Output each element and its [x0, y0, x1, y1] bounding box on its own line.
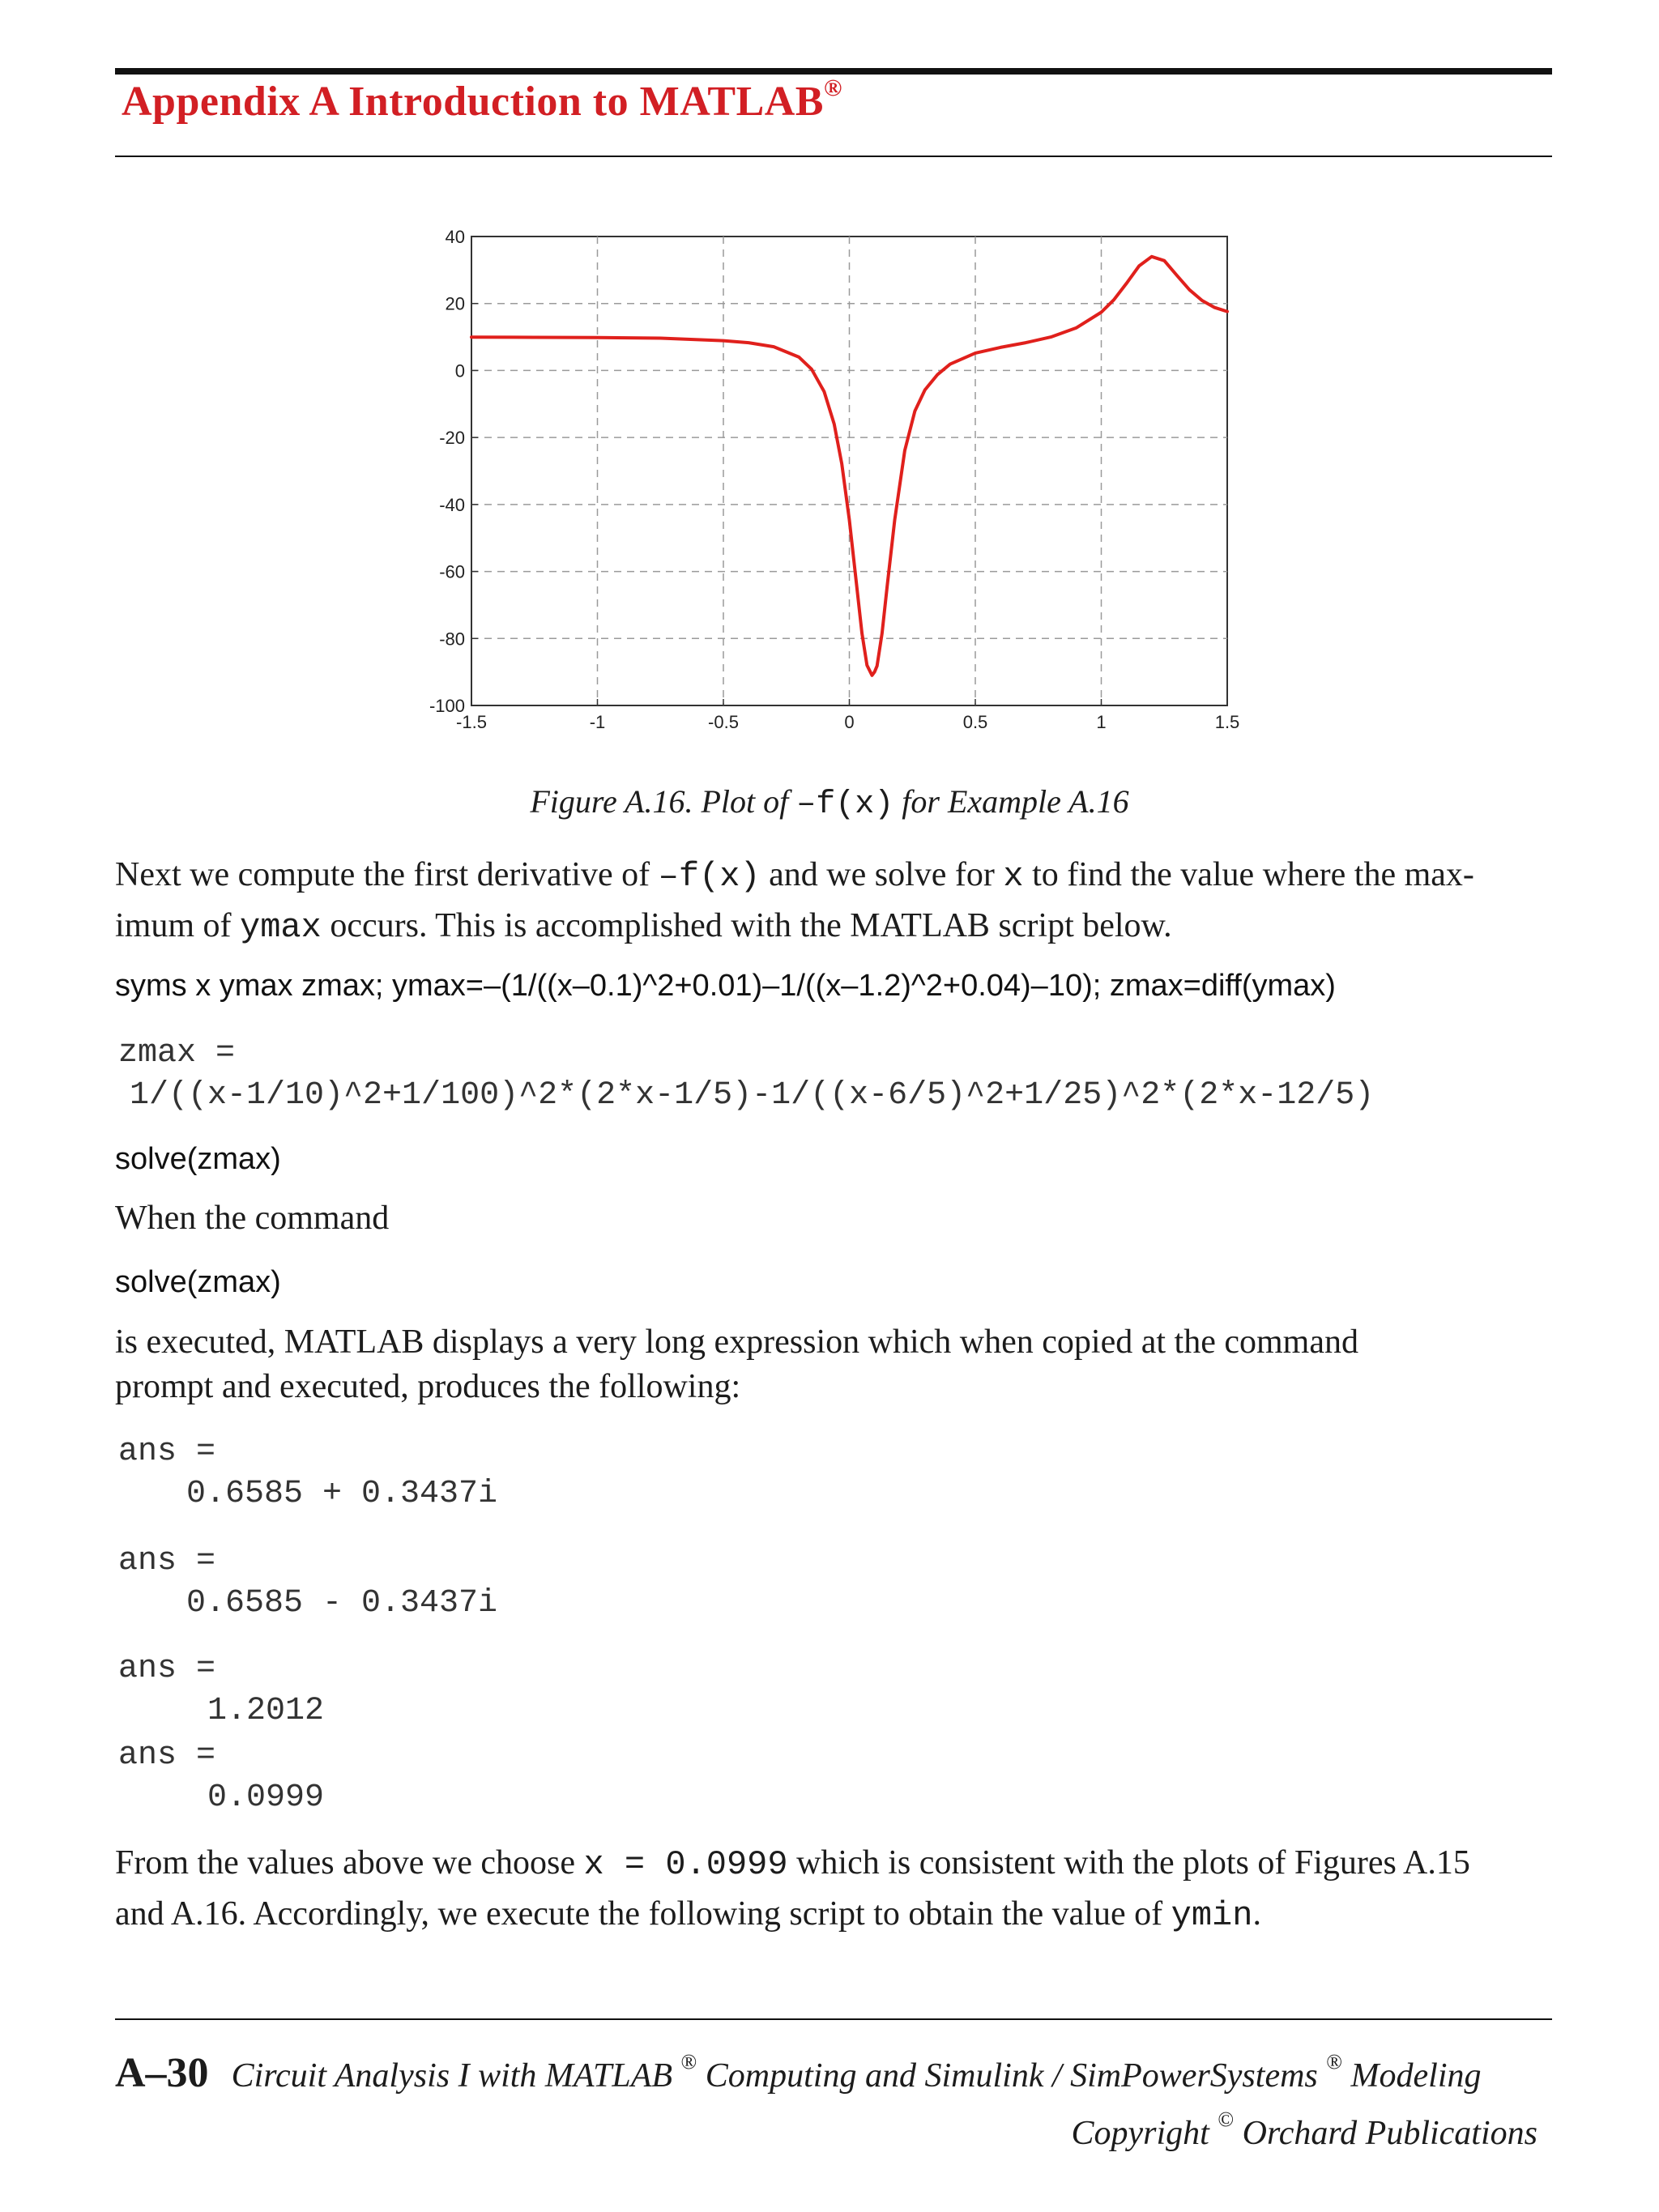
footer-copyright: Copyright © Orchard Publications	[1071, 2108, 1537, 2152]
y-tick-label: -60	[439, 561, 465, 582]
answer-label: ans =	[118, 1651, 216, 1687]
answer-value: 0.6585 - 0.3437i	[186, 1585, 498, 1622]
y-tick-label: 20	[445, 293, 465, 314]
x-tick-label: 0	[844, 712, 855, 732]
executed-paragraph: is executed, MATLAB displays a very long expression which when copied at the command prompt and executed, produces the following:	[115, 1323, 1358, 1405]
solve-command-1: solve(zmax)	[115, 1142, 281, 1176]
x-tick-label: 1	[1096, 712, 1107, 732]
zmax-expression: 1/((x-1/10)^2+1/100)^2*(2*x-1/5)-1/((x-6/5)^2+1/25)^2*(2*x-12/5)	[130, 1077, 1375, 1114]
zmax-label: zmax =	[118, 1035, 236, 1072]
footer-rule	[115, 2018, 1552, 2020]
y-tick-label: -100	[429, 696, 465, 716]
y-tick-label: 0	[454, 360, 465, 381]
header-thin-rule	[115, 156, 1552, 157]
x-tick-label: -0.5	[708, 712, 739, 732]
y-tick-label: 40	[445, 227, 465, 247]
answer-label: ans =	[118, 1543, 216, 1579]
figure-caption: Figure A.16. Plot of –f(x) for Example A.16	[530, 783, 1129, 823]
answer-value: 0.6585 + 0.3437i	[186, 1476, 498, 1512]
answer-value: 1.2012	[207, 1693, 325, 1729]
y-tick-label: -20	[439, 428, 465, 449]
x-tick-label: -1.5	[456, 712, 487, 732]
matlab-script-line: syms x ymax zmax; ymax=–(1/((x–0.1)^2+0.01)–1/((x–1.2)^2+0.04)–10); zmax=diff(ymax)	[115, 969, 1336, 1003]
answer-value: 0.0999	[207, 1779, 325, 1816]
answer-label: ans =	[118, 1737, 216, 1774]
x-tick-label: 0.5	[962, 712, 988, 732]
intro-paragraph: Next we compute the first derivative of –f(x) and we solve for x to find the value where the max- imum of ymax occurs. This is accomplished with the MATLAB script below.	[115, 856, 1474, 947]
line-chart	[405, 219, 1264, 737]
solve-command-2: solve(zmax)	[115, 1265, 281, 1299]
y-tick-label: -40	[439, 494, 465, 515]
page-header-title: Appendix A Introduction to MATLAB®	[122, 75, 842, 125]
when-command-text: When the command	[115, 1200, 390, 1237]
x-tick-label: 1.5	[1214, 712, 1240, 732]
y-tick-label: -80	[439, 629, 465, 650]
answer-label: ans =	[118, 1434, 216, 1470]
footer-book-line: A–30 Circuit Analysis I with MATLAB ® Computing and Simulink / SimPowerSystems ® Modeling	[115, 2050, 1482, 2096]
conclusion-paragraph: From the values above we choose x = 0.0999 which is consistent with the plots of Figures A.15 and A.16. Accordingly, we execute the following script to obtain the value of ymin.	[115, 1844, 1470, 1935]
x-tick-label: -1	[589, 712, 606, 732]
top-thick-rule	[115, 68, 1552, 75]
page-number: A–30	[115, 2050, 209, 2096]
